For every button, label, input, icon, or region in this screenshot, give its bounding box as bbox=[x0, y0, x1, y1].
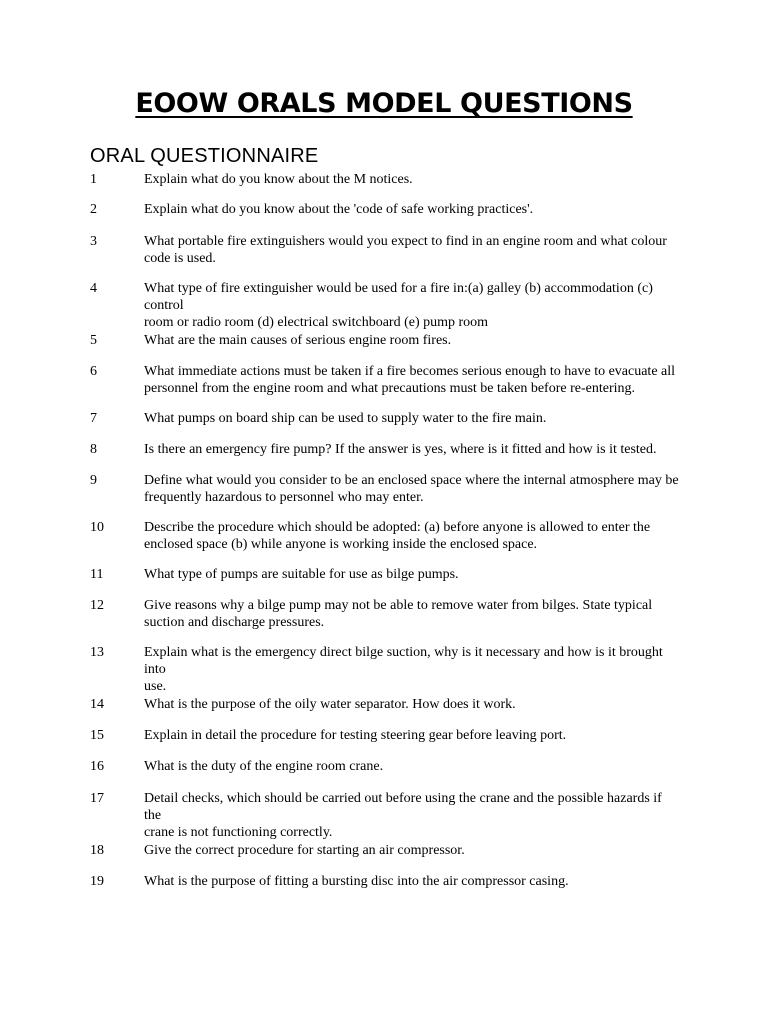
question-number: 2 bbox=[90, 202, 97, 217]
question-number: 16 bbox=[90, 759, 104, 774]
question-number: 1 bbox=[90, 172, 97, 187]
question-text-line: suction and discharge pressures. bbox=[144, 615, 325, 630]
question-text-line: What portable fire extinguishers would you expect to find in an engine room and what colour bbox=[144, 234, 667, 249]
question-number: 18 bbox=[90, 843, 104, 858]
question-text-line: enclosed space (b) while anyone is working inside the enclosed space. bbox=[144, 537, 538, 552]
question-text-line: Detail checks, which should be carried out before using the crane and the possible hazards if bbox=[144, 791, 662, 806]
question-text-line: Explain in detail the procedure for testing steering gear before leaving port. bbox=[144, 728, 567, 743]
question-text-line: What pumps on board ship can be used to supply water to the fire main. bbox=[144, 411, 547, 426]
question-number: 3 bbox=[90, 234, 97, 249]
question-text bbox=[144, 332, 726, 349]
question-text bbox=[144, 758, 726, 775]
question-text-line: Describe the procedure which should be adopted: (a) before anyone is allowed to enter the bbox=[144, 520, 651, 535]
question-number: 4 bbox=[90, 281, 97, 296]
question-text-line: What immediate actions must be taken if a fire becomes serious enough to have to evacuate all bbox=[144, 364, 676, 379]
question-text-line: Explain what is the emergency direct bilge suction, why is it necessary and how is it brought bbox=[144, 645, 663, 660]
question-text-line: Give the correct procedure for starting an air compressor. bbox=[144, 843, 465, 858]
question-text-line: What is the purpose of the oily water separator. How does it work. bbox=[144, 697, 516, 712]
question-text bbox=[144, 727, 726, 744]
question-text-line: into bbox=[144, 662, 166, 677]
question-text bbox=[144, 519, 726, 553]
question-number: 10 bbox=[90, 520, 104, 535]
question-text bbox=[144, 644, 726, 695]
page-title: EOOW ORALS MODEL QUESTIONS bbox=[135, 88, 633, 119]
question-text bbox=[144, 842, 726, 859]
question-text bbox=[144, 873, 726, 890]
question-text bbox=[144, 280, 726, 331]
question-number: 13 bbox=[90, 645, 104, 660]
question-text-line: code is used. bbox=[144, 251, 216, 266]
question-text-line: Is there an emergency fire pump? If the answer is yes, where is it fitted and how is it tested. bbox=[144, 442, 657, 457]
question-text-line: crane is not functioning correctly. bbox=[144, 825, 333, 840]
question-number: 9 bbox=[90, 473, 97, 488]
question-text-line: Give reasons why a bilge pump may not be able to remove water from bilges. State typical bbox=[144, 598, 653, 613]
question-text-line: the bbox=[144, 808, 162, 823]
question-text bbox=[144, 597, 726, 631]
question-text-line: room or radio room (d) electrical switchboard (e) pump room bbox=[144, 315, 489, 330]
question-text bbox=[144, 472, 726, 506]
question-text-line: frequently hazardous to personnel who may enter. bbox=[144, 490, 424, 505]
question-text bbox=[144, 441, 726, 458]
question-text-line: personnel from the engine room and what precautions must be taken before re-entering. bbox=[144, 381, 635, 396]
question-text-line: Explain what do you know about the M notices. bbox=[144, 172, 413, 187]
question-number: 11 bbox=[90, 567, 104, 582]
question-text bbox=[144, 233, 726, 267]
question-text bbox=[144, 566, 726, 583]
question-number: 19 bbox=[90, 874, 104, 889]
question-number: 17 bbox=[90, 791, 104, 806]
question-text bbox=[144, 790, 726, 841]
question-text bbox=[144, 696, 726, 713]
question-text bbox=[144, 171, 726, 188]
question-number: 12 bbox=[90, 598, 104, 613]
question-text-line: Define what would you consider to be an enclosed space where the internal atmosphere may be bbox=[144, 473, 679, 488]
question-text-line: Explain what do you know about the 'code of safe working practices'. bbox=[144, 202, 534, 217]
section-heading: ORAL QUESTIONNAIRE bbox=[90, 145, 319, 167]
question-text-line: control bbox=[144, 298, 184, 313]
question-text bbox=[144, 201, 726, 218]
question-text-line: use. bbox=[144, 679, 167, 694]
question-text-line: What is the duty of the engine room crane. bbox=[144, 759, 384, 774]
question-number: 15 bbox=[90, 728, 104, 743]
question-text-line: What are the main causes of serious engine room fires. bbox=[144, 333, 452, 348]
question-number: 6 bbox=[90, 364, 97, 379]
question-text-line: What type of fire extinguisher would be used for a fire in:(a) galley (b) accommodation (c) bbox=[144, 281, 653, 296]
question-text bbox=[144, 410, 726, 427]
question-number: 8 bbox=[90, 442, 97, 457]
question-text-line: What is the purpose of fitting a bursting disc into the air compressor casing. bbox=[144, 874, 569, 889]
question-text bbox=[144, 363, 726, 397]
question-text-line: What type of pumps are suitable for use as bilge pumps. bbox=[144, 567, 459, 582]
question-number: 7 bbox=[90, 411, 97, 426]
question-number: 5 bbox=[90, 333, 97, 348]
question-number: 14 bbox=[90, 697, 104, 712]
